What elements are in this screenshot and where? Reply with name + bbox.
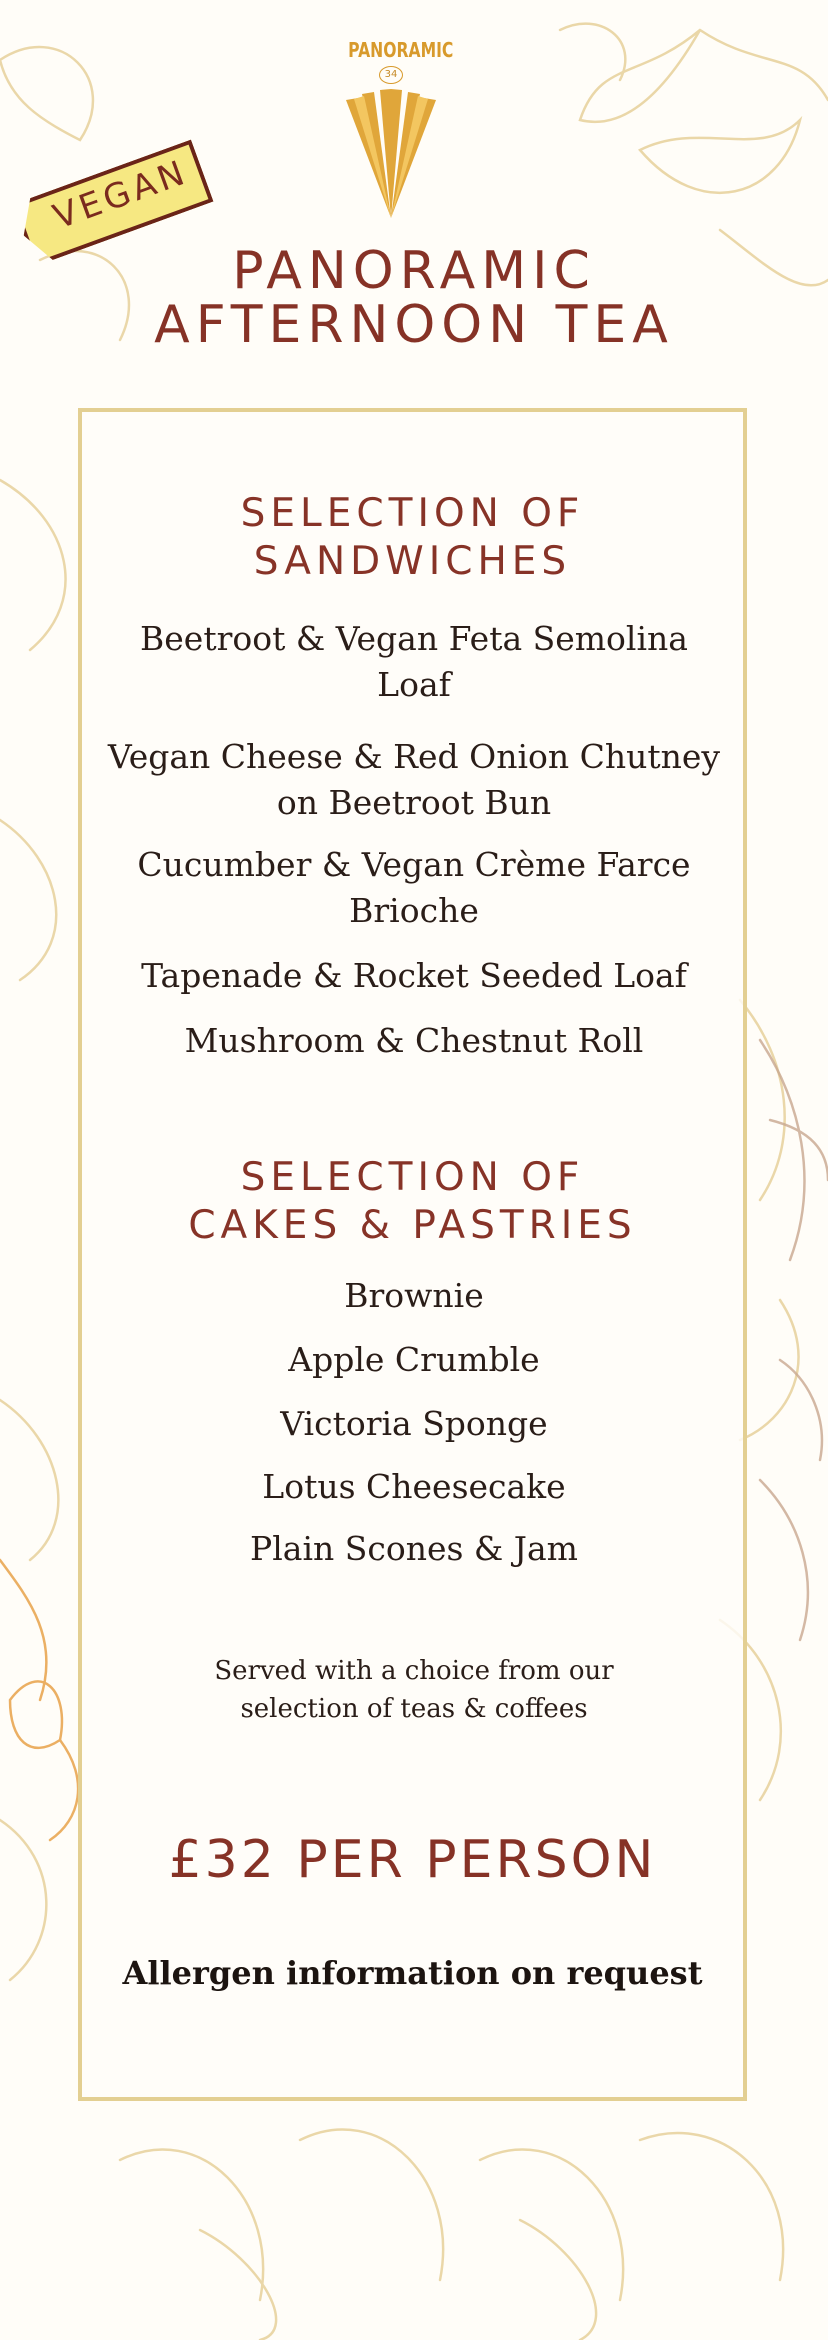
page-title	[60, 241, 768, 355]
served-with-note	[120, 1652, 708, 1728]
served-line-2: selection of teas & coffees	[240, 1694, 588, 1724]
allergen-note: Allergen information on request	[122, 1954, 703, 1992]
logo-wordmark: PANORAMIC	[348, 38, 454, 62]
cake-item: Apple Crumble	[288, 1340, 540, 1379]
title-line-1: PANORAMIC	[232, 241, 596, 301]
price-label: £32 PER PERSON	[168, 1830, 657, 1890]
cakes-heading	[78, 1154, 747, 1250]
vegan-badge-label: VEGAN	[48, 152, 194, 238]
sandwiches-heading	[78, 490, 747, 586]
panoramic-34-logo	[336, 38, 454, 228]
sandwich-item: Mushroom & Chestnut Roll	[184, 1021, 644, 1060]
sandwich-item: Vegan Cheese & Red Onion Chutney on Beetroot Bun	[107, 737, 721, 822]
cakes-heading-line-1: SELECTION OF	[240, 1155, 585, 1200]
sandwich-item: Beetroot & Vegan Feta Semolina Loaf	[140, 619, 688, 704]
cake-item: Brownie	[344, 1276, 484, 1315]
cake-item: Lotus Cheesecake	[262, 1467, 566, 1506]
sunburst-icon	[336, 78, 446, 228]
cakes-heading-line-2: CAKES & PASTRIES	[188, 1203, 637, 1248]
logo-number: 34	[379, 66, 403, 84]
served-line-1: Served with a choice from our	[214, 1656, 614, 1686]
cake-item: Victoria Sponge	[280, 1404, 548, 1443]
sandwich-item: Tapenade & Rocket Seeded Loaf	[141, 956, 687, 995]
sandwiches-heading-line-2: SANDWICHES	[253, 539, 572, 584]
sandwiches-heading-line-1: SELECTION OF	[240, 491, 585, 536]
sandwich-item: Cucumber & Vegan Crème Farce Brioche	[137, 845, 691, 930]
title-line-2: AFTERNOON TEA	[154, 295, 674, 355]
cake-item: Plain Scones & Jam	[250, 1529, 578, 1568]
